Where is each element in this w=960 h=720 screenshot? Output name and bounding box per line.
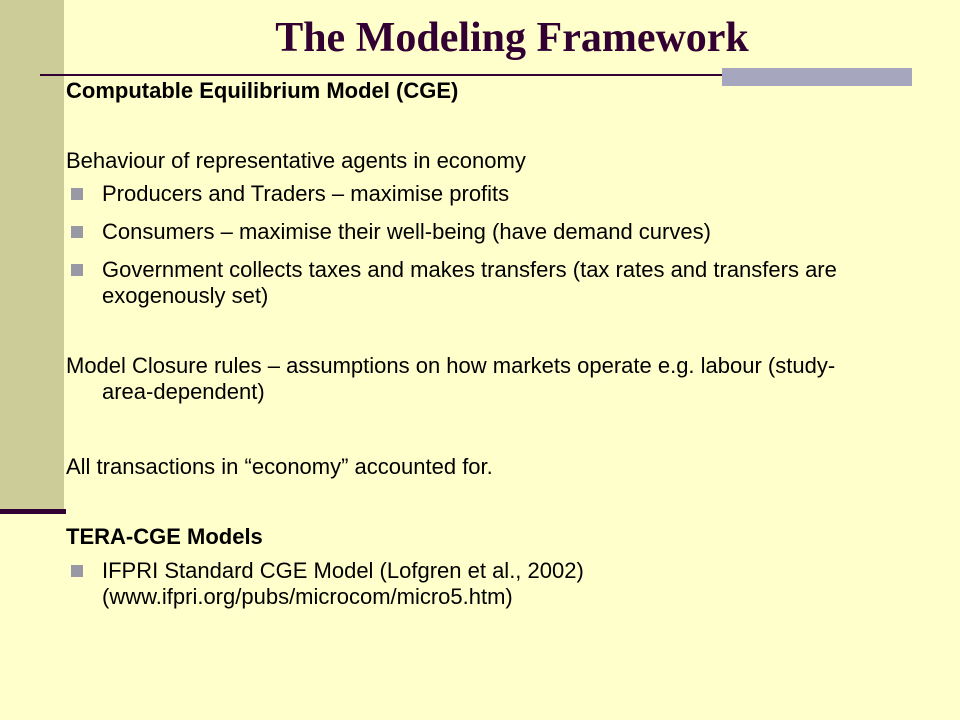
- bullet-item: [102, 219, 922, 245]
- tera-heading: TERA-CGE Models: [66, 524, 263, 549]
- left-divider-rule: [0, 509, 66, 514]
- bullet-square-icon: [71, 264, 83, 276]
- closure-rules: Model Closure rules – assumptions on how markets operate e.g. labour (study-area-dependent): [66, 353, 836, 404]
- bullet-square-icon: [71, 565, 83, 577]
- bullet-text: Producers and Traders – maximise profits: [102, 181, 510, 206]
- behaviour-intro: Behaviour of representative agents in economy: [66, 148, 526, 173]
- bullet-item: [102, 558, 742, 610]
- left-sidebar-strip: [0, 0, 64, 512]
- bullet-item: [102, 181, 922, 207]
- slide-title: The Modeling Framework: [275, 15, 749, 61]
- bullet-square-icon: [71, 188, 83, 200]
- transactions-note: All transactions in “economy” accounted for.: [66, 454, 493, 479]
- title-accent-bar: [722, 68, 912, 86]
- bullet-text: IFPRI Standard CGE Model (Lofgren et al., 2002) (www.ifpri.org/pubs/microcom/micro5.htm): [102, 558, 584, 609]
- bullet-square-icon: [71, 226, 83, 238]
- bullet-item: [102, 257, 892, 309]
- bullet-text: Consumers – maximise their well-being (have demand curves): [102, 219, 711, 244]
- bullet-text: Government collects taxes and makes transfers (tax rates and transfers are exogenously set): [102, 257, 837, 308]
- cge-heading: Computable Equilibrium Model (CGE): [66, 78, 459, 103]
